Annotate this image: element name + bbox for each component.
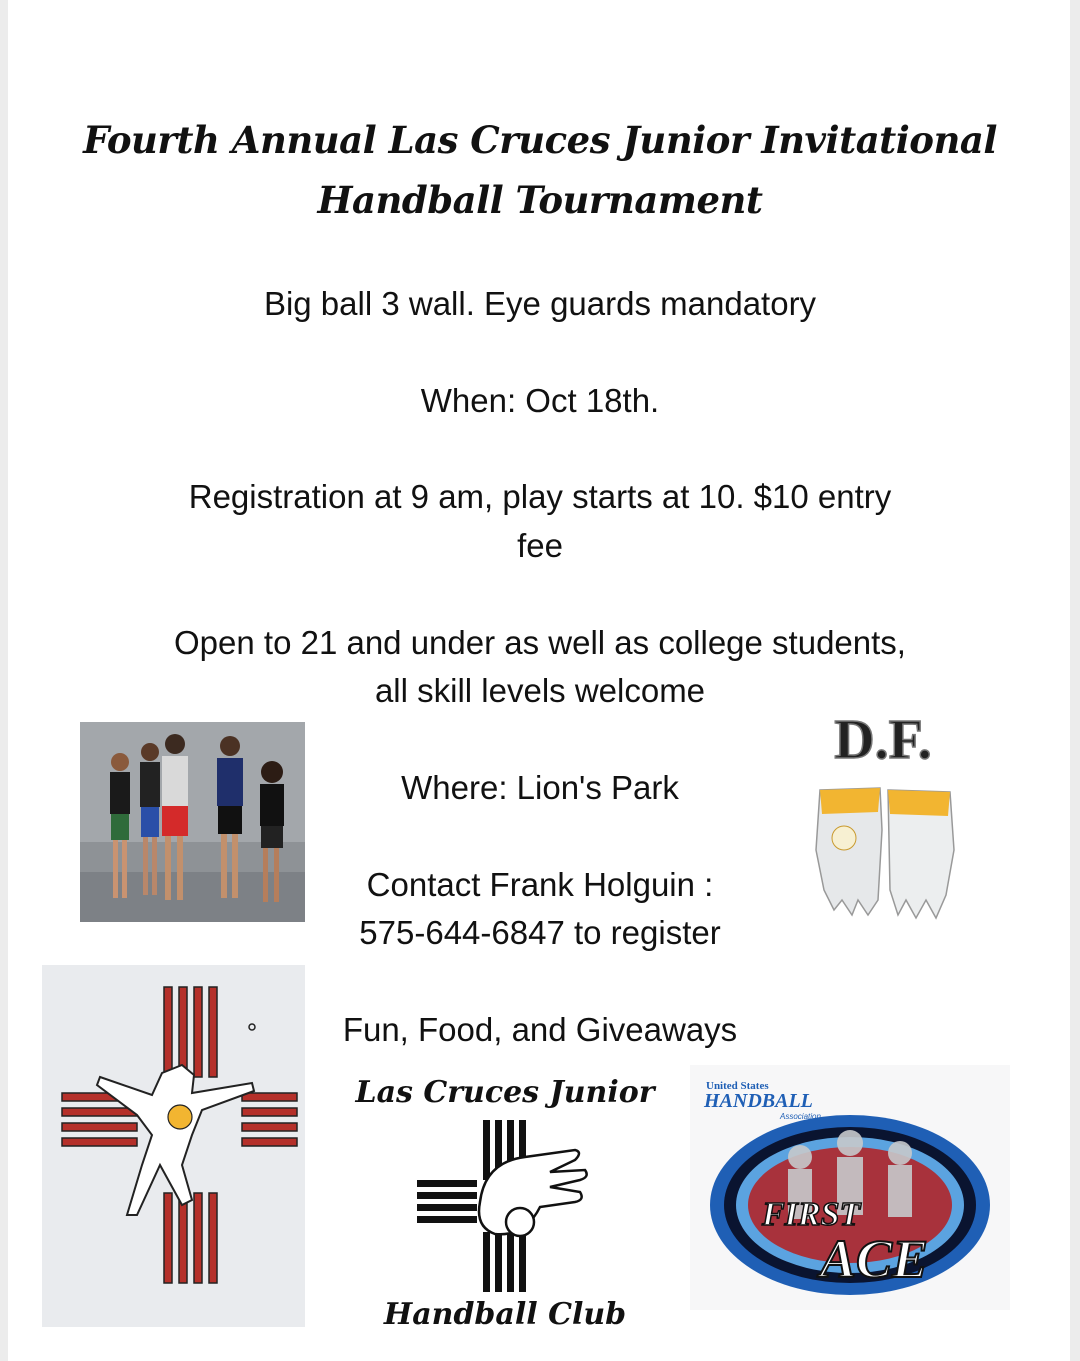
registration-text-line1: Registration at 9 am, play starts at 10. $10 entry [188, 478, 892, 515]
club-logo-bottom-text: Handball Club [383, 1297, 627, 1332]
club-logo-top-text: Las Cruces Junior [355, 1075, 655, 1110]
extras-text: Fun, Food, and Giveaways [342, 1011, 738, 1048]
df-logo-text: D.F. [834, 709, 932, 771]
usha-text-line3: Association [780, 1112, 821, 1121]
usha-ace-text: ACE [820, 1229, 929, 1289]
flyer-title-line1: Fourth Annual Las Cruces Junior Invitational [83, 118, 997, 162]
usha-text-line2: HANDBALL [704, 1090, 813, 1112]
usha-first-ace-logo [690, 1065, 1010, 1310]
flyer-title-line2: Handball Tournament [317, 178, 763, 222]
usha-text-line1: United States [706, 1080, 769, 1092]
df-gloves-image [808, 700, 958, 925]
contact-text-line2: 575-644-6847 to register [359, 914, 721, 951]
eligibility-text-line2: all skill levels welcome [374, 672, 706, 709]
where-text: Where: Lion's Park [401, 769, 679, 806]
contact-text-line1: Contact Frank Holguin : [366, 866, 714, 903]
team-photo [80, 722, 305, 922]
usha-first-text: FIRST [762, 1196, 861, 1233]
zia-handball-drawing [42, 965, 305, 1327]
registration-text-line2: fee [517, 527, 563, 564]
format-text: Big ball 3 wall. Eye guards mandatory [263, 285, 817, 322]
club-logo [355, 1062, 655, 1347]
when-text: When: Oct 18th. [420, 382, 660, 419]
eligibility-text-line1: Open to 21 and under as well as college students, [174, 624, 906, 661]
